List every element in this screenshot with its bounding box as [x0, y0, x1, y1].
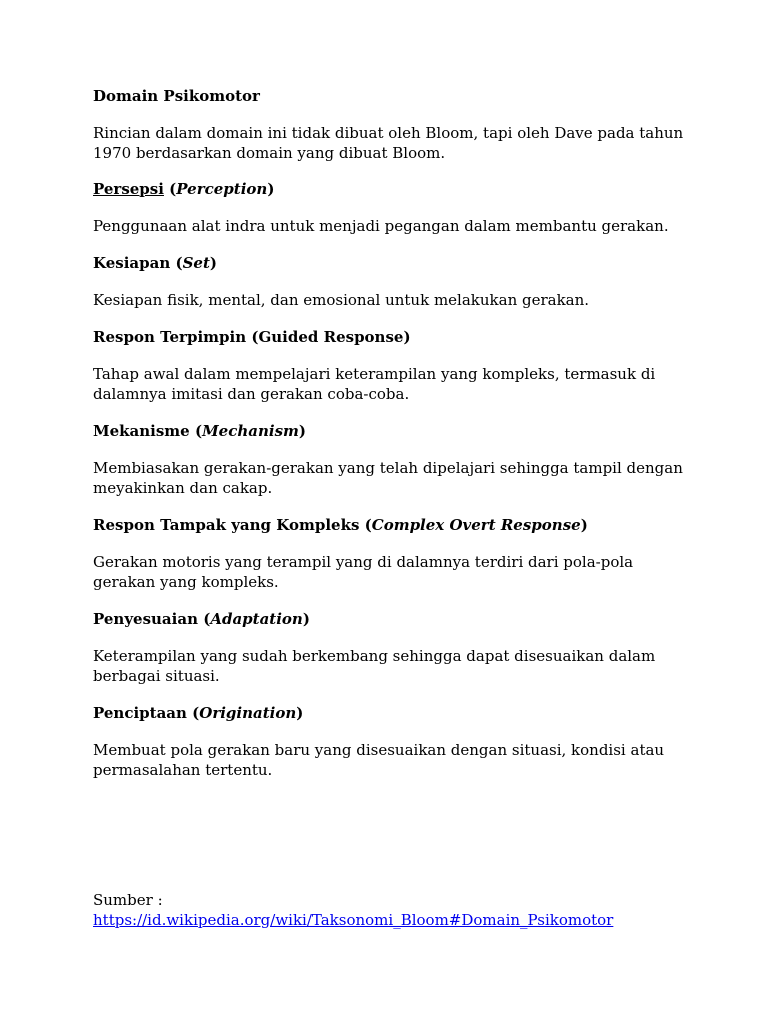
heading-main-respon-terpimpin: Respon Terpimpin [93, 328, 247, 346]
heading-open-penciptaan: ( [186, 704, 200, 722]
heading-close-persepsi: ) [267, 180, 275, 198]
heading-close-kesiapan: ) [209, 254, 217, 272]
section-body-mekanisme: Membiasakan gerakan-gerakan yang telah dipelajari sehingga tampil dengan meyakinkan dan cakap. [93, 459, 683, 497]
section-heading-kesiapan [93, 253, 693, 273]
section-heading-penyesuaian [93, 609, 693, 629]
heading-main-kesiapan: Kesiapan [93, 254, 171, 272]
section-heading-respon-terpimpin [93, 327, 693, 347]
section-body-kesiapan: Kesiapan fisik, mental, dan emosional untuk melakukan gerakan. [93, 291, 590, 309]
heading-open-mekanisme: ( [189, 422, 203, 440]
heading-open-respon-terpimpin: ( [246, 328, 259, 346]
heading-close-respon-terpimpin: ) [403, 328, 411, 346]
heading-open-respon-tampak: ( [359, 516, 372, 534]
source-label: Sumber : [93, 891, 163, 909]
heading-main-respon-tampak: Respon Tampak yang Kompleks [93, 516, 360, 534]
heading-main-penciptaan: Penciptaan [93, 704, 187, 722]
heading-close-penciptaan: ) [296, 704, 304, 722]
heading-main-persepsi: Persepsi [93, 180, 164, 198]
document-page [93, 86, 693, 797]
section-body-respon-terpimpin: Tahap awal dalam mempelajari keterampilan yang kompleks, termasuk di dalamnya imitasi dan gerakan coba-coba. [93, 365, 656, 403]
intro-paragraph: Rincian dalam domain ini tidak dibuat oleh Bloom, tapi oleh Dave pada tahun 1970 berdasarkan domain yang dibuat Bloom. [93, 124, 684, 162]
section-body-persepsi: Penggunaan alat indra untuk menjadi pegangan dalam membantu gerakan. [93, 217, 669, 235]
heading-term-mekanisme: Mechanism [202, 422, 299, 440]
heading-term-penciptaan: Origination [199, 704, 297, 722]
heading-close-mekanisme: ) [298, 422, 306, 440]
heading-open-penyesuaian: ( [197, 610, 211, 628]
heading-term-respon-terpimpin: Guided Response [258, 328, 404, 346]
heading-close-penyesuaian: ) [302, 610, 310, 628]
section-body-penyesuaian: Keterampilan yang sudah berkembang sehingga dapat disesuaikan dalam berbagai situasi. [93, 647, 656, 685]
heading-close-respon-tampak: ) [580, 516, 588, 534]
section-heading-persepsi [93, 179, 693, 199]
heading-term-kesiapan: Set [182, 254, 210, 272]
section-body-penciptaan: Membuat pola gerakan baru yang disesuaikan dengan situasi, kondisi atau permasalahan tertentu. [93, 741, 665, 779]
section-heading-respon-tampak [93, 515, 693, 535]
source-block [93, 890, 613, 930]
heading-term-penyesuaian: Adaptation [210, 610, 303, 628]
source-link[interactable]: https://id.wikipedia.org/wiki/Taksonomi_Bloom#Domain_Psikomotor [93, 911, 614, 929]
heading-term-respon-tampak: Complex Overt Response [371, 516, 581, 534]
heading-open-persepsi: ( [163, 180, 177, 198]
heading-term-persepsi: Perception [176, 180, 268, 198]
heading-open-kesiapan: ( [170, 254, 183, 272]
section-body-respon-tampak: Gerakan motoris yang terampil yang di dalamnya terdiri dari pola-pola gerakan yang kompleks. [93, 553, 634, 591]
heading-main-penyesuaian: Penyesuaian [93, 610, 198, 628]
section-heading-penciptaan [93, 703, 693, 723]
document-title: Domain Psikomotor [93, 87, 260, 105]
section-heading-mekanisme [93, 421, 693, 441]
heading-main-mekanisme: Mekanisme [93, 422, 190, 440]
